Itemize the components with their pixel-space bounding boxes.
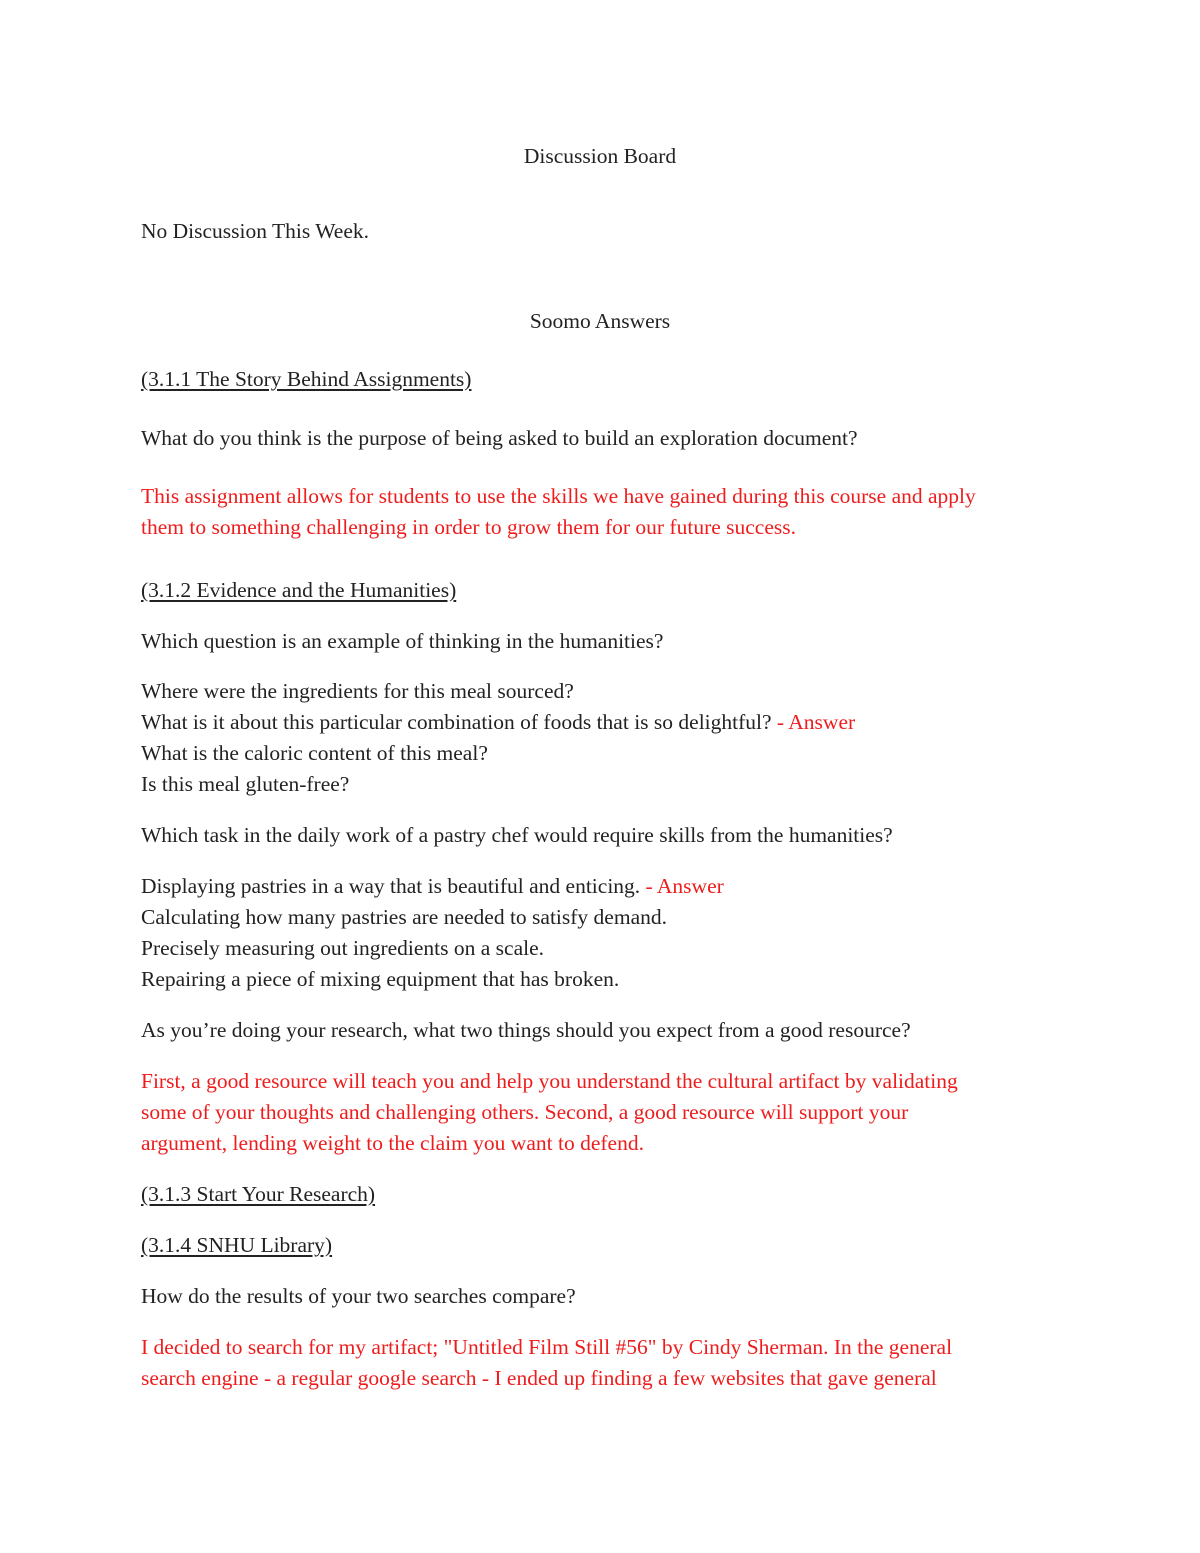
answer-q3-line-3: argument, lending weight to the claim you want to defend.: [141, 1131, 644, 1155]
section-title-3-1-1: (3.1.1 The Story Behind Assignments): [141, 367, 472, 391]
q2-option-2: Calculating how many pastries are needed to satisfy demand.: [141, 905, 667, 929]
question-3-1-2-q3: As you’re doing your research, what two things should you expect from a good resource?: [141, 1018, 911, 1042]
q1-option-3: What is the caloric content of this meal?: [141, 741, 488, 765]
question-3-1-4: How do the results of your two searches compare?: [141, 1284, 576, 1308]
section-title-3-1-2: (3.1.2 Evidence and the Humanities): [141, 578, 457, 602]
q1-option-2: [141, 709, 855, 735]
answer-3-1-4-line-1: I decided to search for my artifact; "Untitled Film Still #56" by Cindy Sherman. In the general: [141, 1335, 953, 1359]
discussion-board-heading: Discussion Board: [523, 144, 677, 168]
q2-option-1: [141, 873, 724, 899]
answer-3-1-4-line-2: search engine - a regular google search - I ended up finding a few websites that gave general: [141, 1366, 937, 1390]
q1-option-2-text: What is it about this particular combination of foods that is so delightful?: [141, 710, 772, 734]
question-3-1-2-q2: Which task in the daily work of a pastry chef would require skills from the humanities?: [141, 823, 893, 847]
q2-option-1-text: Displaying pastries in a way that is beautiful and enticing.: [141, 874, 641, 898]
answer-marker: - Answer: [640, 874, 724, 898]
answer-marker: - Answer: [771, 710, 856, 734]
q1-option-1: Where were the ingredients for this meal sourced?: [141, 679, 574, 703]
q1-option-4: Is this meal gluten-free?: [141, 772, 350, 796]
answer-q3-line-1: First, a good resource will teach you and help you understand the cultural artifact by validating: [141, 1069, 958, 1093]
answer-3-1-1-line-2: them to something challenging in order to grow them for our future success.: [141, 515, 796, 539]
q2-option-4: Repairing a piece of mixing equipment that has broken.: [141, 967, 620, 991]
section-title-3-1-3: (3.1.3 Start Your Research): [141, 1182, 376, 1206]
discussion-note: No Discussion This Week.: [141, 219, 369, 243]
question-3-1-2-q1: Which question is an example of thinking in the humanities?: [141, 629, 664, 653]
answer-3-1-1-line-1: This assignment allows for students to use the skills we have gained during this course and apply: [141, 484, 976, 508]
q2-option-3: Precisely measuring out ingredients on a scale.: [141, 936, 545, 960]
section-title-3-1-4: (3.1.4 SNHU Library): [141, 1233, 333, 1257]
question-3-1-1: What do you think is the purpose of being asked to build an exploration document?: [141, 426, 858, 450]
answer-q3-line-2: some of your thoughts and challenging others. Second, a good resource will support your: [141, 1100, 909, 1124]
soomo-answers-heading: Soomo Answers: [529, 309, 671, 333]
